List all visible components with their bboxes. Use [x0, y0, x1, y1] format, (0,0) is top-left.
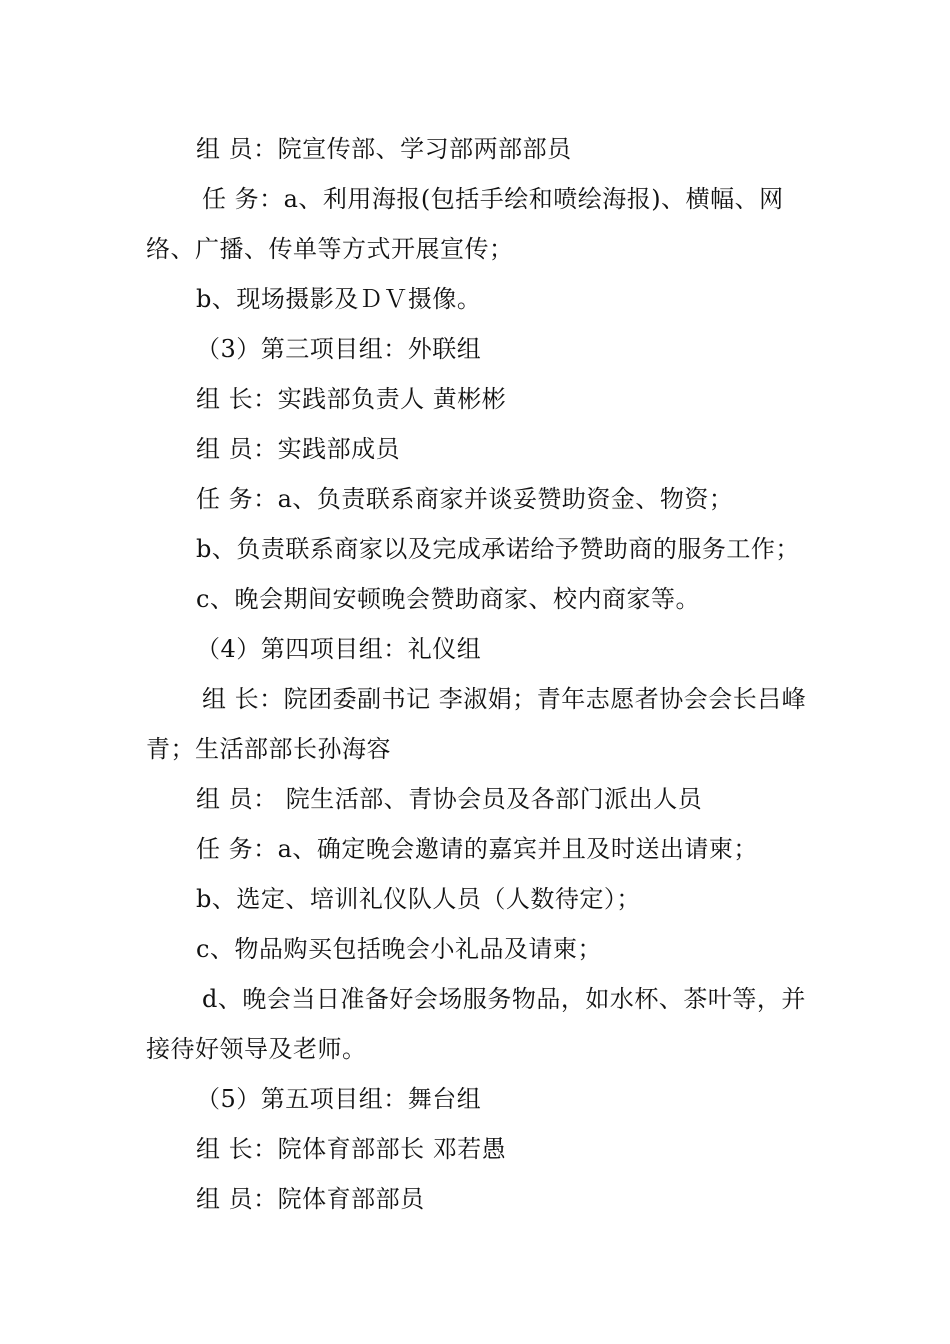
paragraph-publicity-tasks-b: b、现场摄影及ＤＶ摄像。 — [196, 285, 482, 313]
paragraph-etiquette-leaders: 组 长：院团委副书记 李淑娟；青年志愿者协会会长吕峰青；生活部部长孙海容 — [146, 685, 807, 763]
paragraph-liaison-tasks-b: b、负责联系商家以及完成承诺给予赞助商的服务工作； — [196, 535, 800, 563]
paragraph-publicity-members: 组 员：院宣传部、学习部两部部员 — [196, 135, 572, 163]
paragraph-etiquette-tasks-b: b、选定、培训礼仪队人员（人数待定）； — [196, 885, 641, 913]
paragraph-publicity-tasks-a: 任 务：a、利用海报(包括手绘和喷绘海报)、横幅、网络、广播、传单等方式开展宣传； — [146, 185, 784, 263]
paragraph-stage-leader: 组 长：院体育部部长 邓若愚 — [196, 1135, 507, 1163]
paragraph-liaison-leader: 组 长：实践部负责人 黄彬彬 — [196, 385, 507, 413]
paragraph-etiquette-members: 组 员： 院生活部、青协会员及各部门派出人员 — [196, 785, 703, 813]
document-body — [146, 124, 808, 1224]
paragraph-liaison-tasks-c: c、晚会期间安顿晚会赞助商家、校内商家等。 — [196, 585, 700, 613]
paragraph-liaison-members: 组 员：实践部成员 — [196, 435, 401, 463]
paragraph-etiquette-tasks-a: 任 务：a、确定晚会邀请的嘉宾并且及时送出请柬； — [196, 835, 758, 863]
paragraph-etiquette-tasks-d: d、晚会当日准备好会场服务物品，如水杯、茶叶等，并接待好领导及老师。 — [146, 985, 806, 1063]
paragraph-liaison-tasks-a: 任 务：a、负责联系商家并谈妥赞助资金、物资； — [196, 485, 734, 513]
heading-group-5: （5）第五项目组：舞台组 — [196, 1085, 482, 1113]
heading-group-3: （3）第三项目组：外联组 — [196, 335, 482, 363]
paragraph-stage-members: 组 员：院体育部部员 — [196, 1185, 425, 1213]
paragraph-etiquette-tasks-c: c、物品购买包括晚会小礼品及请柬； — [196, 935, 602, 963]
heading-group-4: （4）第四项目组：礼仪组 — [196, 635, 482, 663]
